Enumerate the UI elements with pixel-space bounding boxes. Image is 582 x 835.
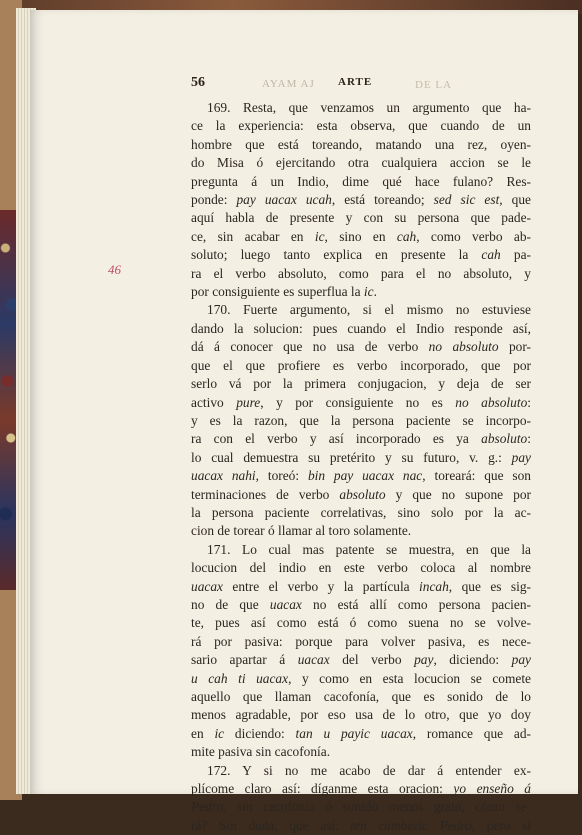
text-line: terminaciones de verbo absoluto y que no supone por <box>191 486 531 502</box>
text-line: mite pasiva sin cacofonía. <box>191 744 331 760</box>
text-line: Pedro, sin cacofonía ó sonido menos grato, cómo se- <box>191 799 531 815</box>
text-line: 172. Y si no me acabo de dar á entender ex- <box>207 762 531 778</box>
text-line: 169. Resta, que venzamos un argumento que ha- <box>207 100 531 115</box>
text-line: aquello que llaman cacofonía, que es sonido de lo <box>191 689 531 704</box>
text-line: por consiguiente es superflua la ic. <box>191 284 377 300</box>
text-line: u cah ti uacax, y como en esta locucion se comete <box>191 670 531 686</box>
text-line: locucion del indio en este verbo coloca al nombre <box>191 560 531 576</box>
text-line: soluto; luego tanto explica en presente la cah pa- <box>191 247 531 263</box>
bleed-through-heading: AYAM AJ <box>262 78 315 90</box>
running-head: ARTE <box>338 76 373 88</box>
text-line: lo cual demuestra su pretérito y su futuro, v. g.: pay <box>191 449 531 465</box>
text-line: aquí habla de presente y con su persona que pade- <box>191 210 531 226</box>
text-line: uacax entre el verbo y la partícula incah, que es sig- <box>191 578 531 594</box>
text-line: pregunta á un Indio, dime qué hace fulano? Res- <box>191 173 531 189</box>
bleed-through-heading-2: DE LA <box>415 79 453 91</box>
text-line: cion de torear ó llamar al toro solamente. <box>191 523 412 539</box>
text-line: y es la razon, que la persona paciente se incorpo- <box>191 412 531 428</box>
body-text <box>191 99 531 835</box>
text-line: dá á conocer que no usa de verbo no absoluto por- <box>191 339 531 355</box>
text-line: uacax nahi, toreó: bin pay uacax nac, toreará: que son <box>191 468 531 484</box>
text-line: ponde: pay uacax ucah, está toreando; sed sic est, que <box>191 192 531 208</box>
text-line: dando la solucion: pues cuando el Indio responde así, <box>191 320 531 336</box>
text-line: hombre que está toreando, matando una rez, oyen- <box>191 136 531 152</box>
text-line: te, pues así como está ó como suena no se volve- <box>191 615 531 631</box>
text-line: do Misa ó ejercitando otra cualquiera accion se le <box>191 155 531 171</box>
text-line: ce la experiencia: esta observa, que cuando de un <box>191 118 531 134</box>
text-line: en ic diciendo: tan u payic uacax, romance que ad- <box>191 725 531 741</box>
text-line: 171. Lo cual mas patente se muestra, en que la <box>207 541 531 557</box>
text-line: no de que uacax no está allí como persona pacien- <box>191 596 531 612</box>
text-line: activo pure, y por consiguiente no es no absoluto: <box>191 394 531 410</box>
text-line: serlo vá por la primera conjugacion, y deja de ser <box>191 376 531 392</box>
text-line: ra el verbo absoluto, como para el no absoluto, y <box>191 265 531 281</box>
text-line: menos agradable, por eso usa de lo otro, que yo doy <box>191 707 531 723</box>
handwritten-margin-note: 46 <box>108 262 121 277</box>
text-line: la persona paciente correlativas, sino solo por la ac- <box>191 504 531 520</box>
text-line: ra con el verbo y así incorporado es ya absoluto: <box>191 431 531 447</box>
text-line: sario apartar á uacax del verbo pay, diciendo: pay <box>191 652 531 668</box>
text-line: rá por pasiva: porque para volver pasiva, es nece- <box>191 633 531 649</box>
text-line: ce, sin acabar en ic, sino en cah, como verbo ab- <box>191 228 531 244</box>
text-line: rá? Sin duda, que así: ten cambezic Pedro, pero si <box>191 817 531 833</box>
text-line: que el que profiere es verbo incorporado, que por <box>191 357 531 373</box>
page-number: 56 <box>191 75 205 90</box>
text-line: plícome claro así: díganme esta oracion: yo enseño á <box>191 781 531 797</box>
text-line: 170. Fuerte argumento, si el mismo no estuviese <box>207 302 531 318</box>
